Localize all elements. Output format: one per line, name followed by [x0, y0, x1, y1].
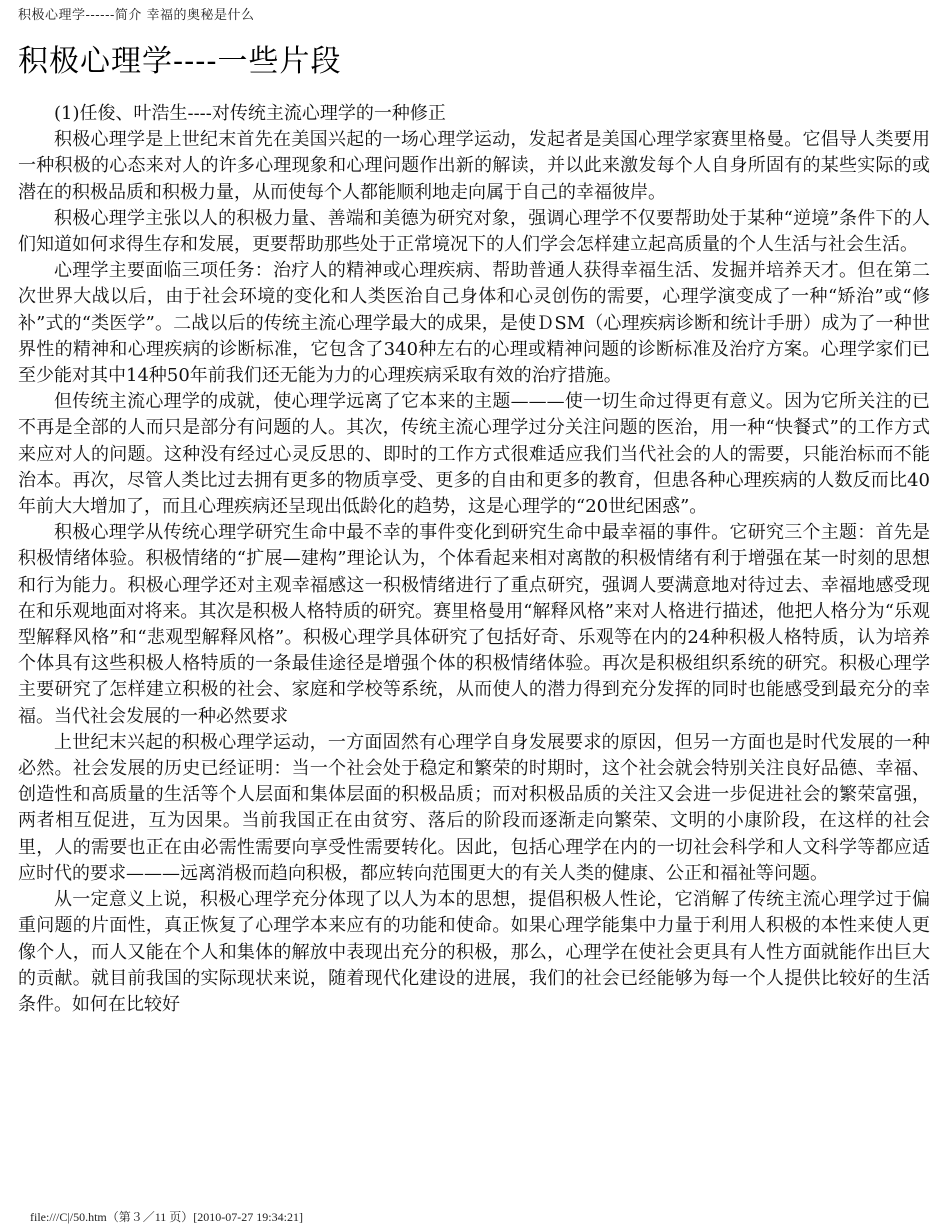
- page-title: 积极心理学----一些片段: [18, 44, 342, 79]
- article-body: [18, 101, 930, 1018]
- page-footer: file:///C|/50.htm（第３／11 页）[2010-07-27 19:34:21]: [30, 1210, 303, 1224]
- paragraph: 积极心理学是上世纪末首先在美国兴起的一场心理学运动，发起者是美国心理学家赛里格曼。它倡导人类要用一种积极的心态来对人的许多心理现象和心理问题作出新的解读，并以此来激发每个人自身所固有的某些实际的或潜在的积极品质和积极力量，从而使每个人都能顺利地走向属于自己的幸福彼岸。: [18, 129, 930, 203]
- paragraph: 但传统主流心理学的成就，使心理学远离了它本来的主题———使一切生命过得更有意义。因为它所关注的已不再是全部的人而只是部分有问题的人。其次，传统主流心理学过分关注问题的医治，用一种“快餐式”的工作方式来应对人的问题。这种没有经过心灵反思的、即时的工作方式很难适应我们当代社会的人的需要，只能治标而不能治本。再次，尽管人类比过去拥有更多的物质享受、更多的自由和更多的教育，但患各种心理疾病的人数反而比40年前大大增加了，而且心理疾病还呈现出低龄化的趋势，这是心理学的“20世纪困惑”。: [18, 391, 930, 518]
- paragraph: 积极心理学从传统心理学研究生命中最不幸的事件变化到研究生命中最幸福的事件。它研究三个主题：首先是积极情绪体验。积极情绪的“扩展—建构”理论认为，个体看起来相对离散的积极情绪有利于增强在某一时刻的思想和行为能力。积极心理学还对主观幸福感这一积极情绪进行了重点研究，强调人要满意地对待过去、幸福地感受现在和乐观地面对将来。其次是积极人格特质的研究。赛里格曼用“解释风格”来对人格进行描述，他把人格分为“乐观型解释风格”和“悲观型解释风格”。积极心理学具体研究了包括好奇、乐观等在内的24种积极人格特质，认为培养个体具有这些积极人格特质的一条最佳途径是增强个体的积极情绪体验。再次是积极组织系统的研究。积极心理学主要研究了怎样建立积极的社会、家庭和学校等系统，从而使人的潜力得到充分发挥的同时也能感受到最充分的幸福。当代社会发展的一种必然要求: [18, 522, 930, 727]
- paragraph: 从一定意义上说，积极心理学充分体现了以人为本的思想，提倡积极人性论，它消解了传统主流心理学过于偏重问题的片面性，真正恢复了心理学本来应有的功能和使命。如果心理学能集中力量于利用人积极的本性来使人更像个人，而人又能在个人和集体的解放中表现出充分的积极，那么，心理学在使社会更具有人性方面就能作出巨大的贡献。就目前我国的实际现状来说，随着现代化建设的进展，我们的社会已经能够为每一个人提供比较好的生活条件。如何在比较好: [18, 889, 930, 1015]
- running-header: 积极心理学------简介 幸福的奥秘是什么: [18, 8, 255, 23]
- paragraph: 心理学主要面临三项任务：治疗人的精神或心理疾病、帮助普通人获得幸福生活、发掘并培养天才。但在第二次世界大战以后，由于社会环境的变化和人类医治自己身体和心灵创伤的需要，心理学演变成了一种“矫治”或“修补”式的“类医学”。二战以后的传统主流心理学最大的成果，是使ＤSM（心理疾病诊断和统计手册）成为了一种世界性的精神和心理疾病的诊断标准，它包含了340种左右的心理或精神问题的诊断标准及治疗方案。心理学家们已至少能对其中14种50年前我们还无能为力的心理疾病采取有效的治疗措施。: [18, 260, 930, 387]
- paragraph: 积极心理学主张以人的积极力量、善端和美德为研究对象，强调心理学不仅要帮助处于某种“逆境”条件下的人们知道如何求得生存和发展，更要帮助那些处于正常境况下的人们学会怎样建立起高质量的个人生活与社会生活。: [18, 207, 930, 256]
- subtitle-paragraph: (1)任俊、叶浩生----对传统主流心理学的一种修正: [54, 103, 446, 124]
- paragraph: 上世纪末兴起的积极心理学运动，一方面固然有心理学自身发展要求的原因，但另一方面也是时代发展的一种必然。社会发展的历史已经证明：当一个社会处于稳定和繁荣的时期时，这个社会就会特别关注良好品德、幸福、创造性和高质量的生活等个人层面和集体层面的积极品质；而对积极品质的关注又会进一步促进社会的繁荣富强，两者相互促进，互为因果。当前我国正在由贫穷、落后的阶段而逐渐走向繁荣、文明的小康阶段，在这样的社会里，人的需要也正在由必需性需要向享受性需要转化。因此，包括心理学在内的一切社会科学和人文科学等都应适应时代的要求———远离消极而趋向积极，都应转向范围更大的有关人类的健康、公正和福祉等问题。: [18, 731, 930, 884]
